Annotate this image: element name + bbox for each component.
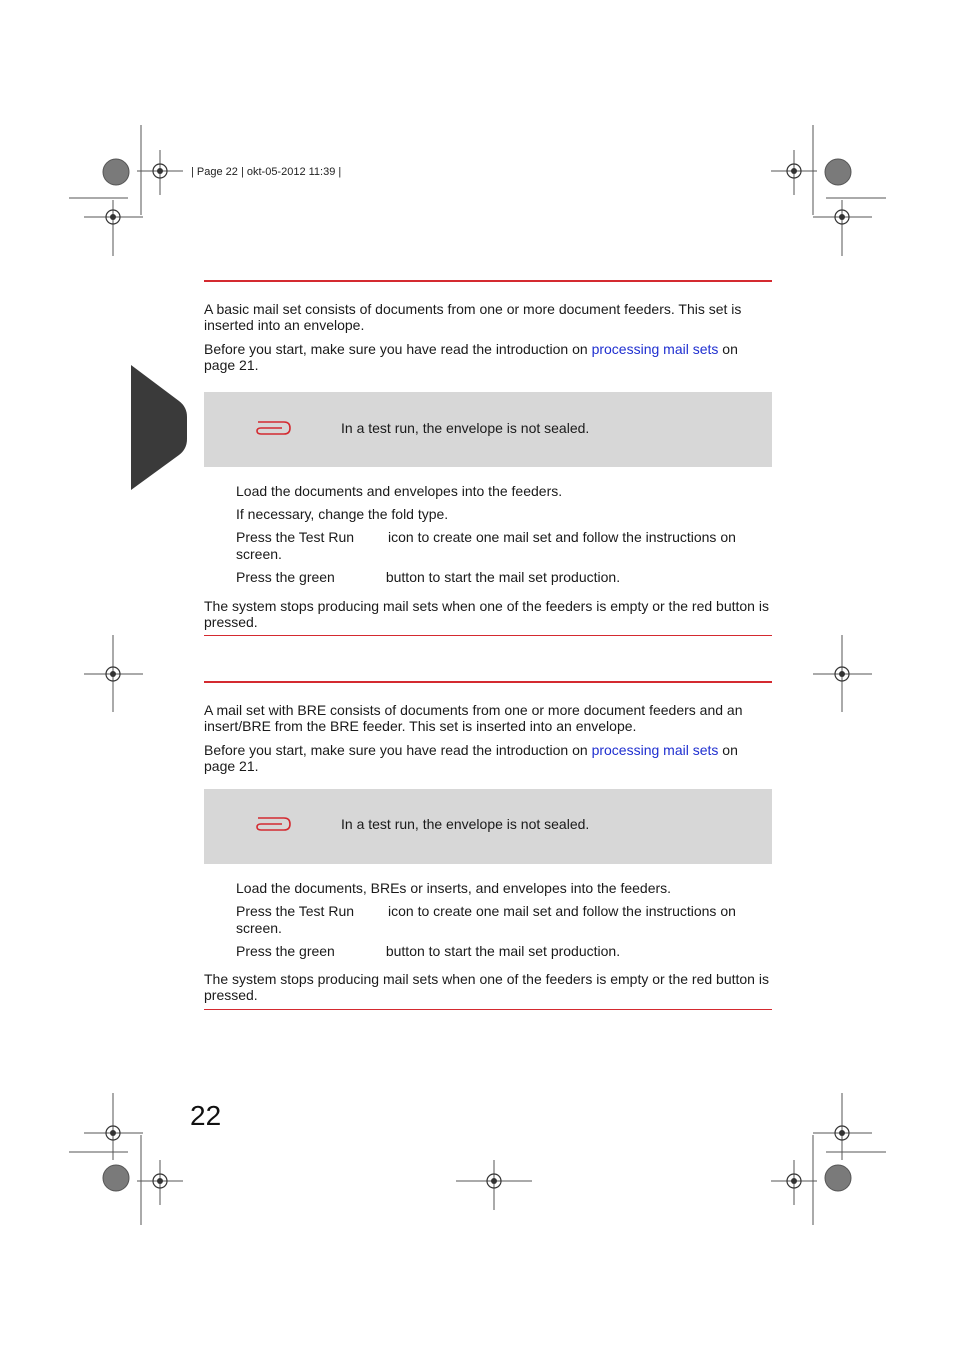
step-text-cont: button to start the mail set production. — [385, 943, 621, 959]
step-text-cont: button to start the mail set production. — [385, 569, 621, 585]
section1-top-rule — [204, 280, 772, 282]
step-text-cont: icon to create one mail set and follow the instructions on screen. — [236, 903, 736, 936]
section2-step-2 — [236, 903, 770, 937]
section1-intro: A basic mail set consists of documents from one or more document feeders. This set is inserted into an envelope. — [204, 301, 742, 333]
section2-before-suffix: on page 21. — [204, 742, 738, 774]
section2-before-text: Before you start, make sure you have read the introduction on — [204, 742, 592, 758]
paperclip-note-icon — [256, 419, 292, 437]
processing-mail-sets-link[interactable]: processing mail sets — [591, 341, 719, 357]
section1-note-box — [204, 392, 772, 467]
section1-before-suffix: on page 21. — [204, 341, 738, 373]
chapter-tab-marker — [131, 365, 189, 491]
step-text: Load the documents, BREs or inserts, and envelopes into the feeders. — [236, 880, 672, 896]
section2-intro: A mail set with BRE consists of documents from one or more document feeders and an insert/BRE from the BRE feeder. This set is inserted into an envelope. — [204, 702, 743, 734]
page-number: 22 — [190, 1100, 222, 1131]
section2-step-1 — [236, 880, 770, 897]
print-header: | Page 22 | okt-05-2012 11:39 | — [191, 166, 342, 178]
step-text: Load the documents and envelopes into the feeders. — [236, 483, 563, 499]
section2-note-text: In a test run, the envelope is not sealed. — [341, 816, 590, 832]
section1-step-3 — [236, 529, 770, 563]
step-text: Press the green — [236, 569, 335, 585]
processing-mail-sets-link[interactable]: processing mail sets — [591, 742, 719, 758]
section2-before — [204, 742, 770, 774]
section2-closing: The system stops producing mail sets when one of the feeders is empty or the red button is pressed. — [204, 971, 769, 1003]
section2-step-3 — [236, 943, 770, 960]
section1-note-text: In a test run, the envelope is not sealed. — [341, 420, 590, 436]
paperclip-note-icon — [256, 815, 292, 833]
step-text-cont: icon to create one mail set and follow the instructions on screen. — [236, 529, 736, 562]
step-text: If necessary, change the fold type. — [236, 506, 449, 522]
step-text: Press the Test Run — [236, 529, 355, 545]
step-text: Press the green — [236, 943, 335, 959]
section1-bottom-rule — [204, 635, 772, 636]
section1-step-2 — [236, 506, 770, 523]
section2-top-rule — [204, 681, 772, 683]
section2-bottom-rule — [204, 1009, 772, 1010]
section1-step-4 — [236, 569, 770, 586]
section1-before — [204, 341, 770, 373]
section1-step-1 — [236, 483, 770, 500]
section1-before-text: Before you start, make sure you have read the introduction on — [204, 341, 592, 357]
section2-note-box — [204, 789, 772, 864]
step-text: Press the Test Run — [236, 903, 355, 919]
section1-closing: The system stops producing mail sets when one of the feeders is empty or the red button is pressed. — [204, 598, 769, 630]
